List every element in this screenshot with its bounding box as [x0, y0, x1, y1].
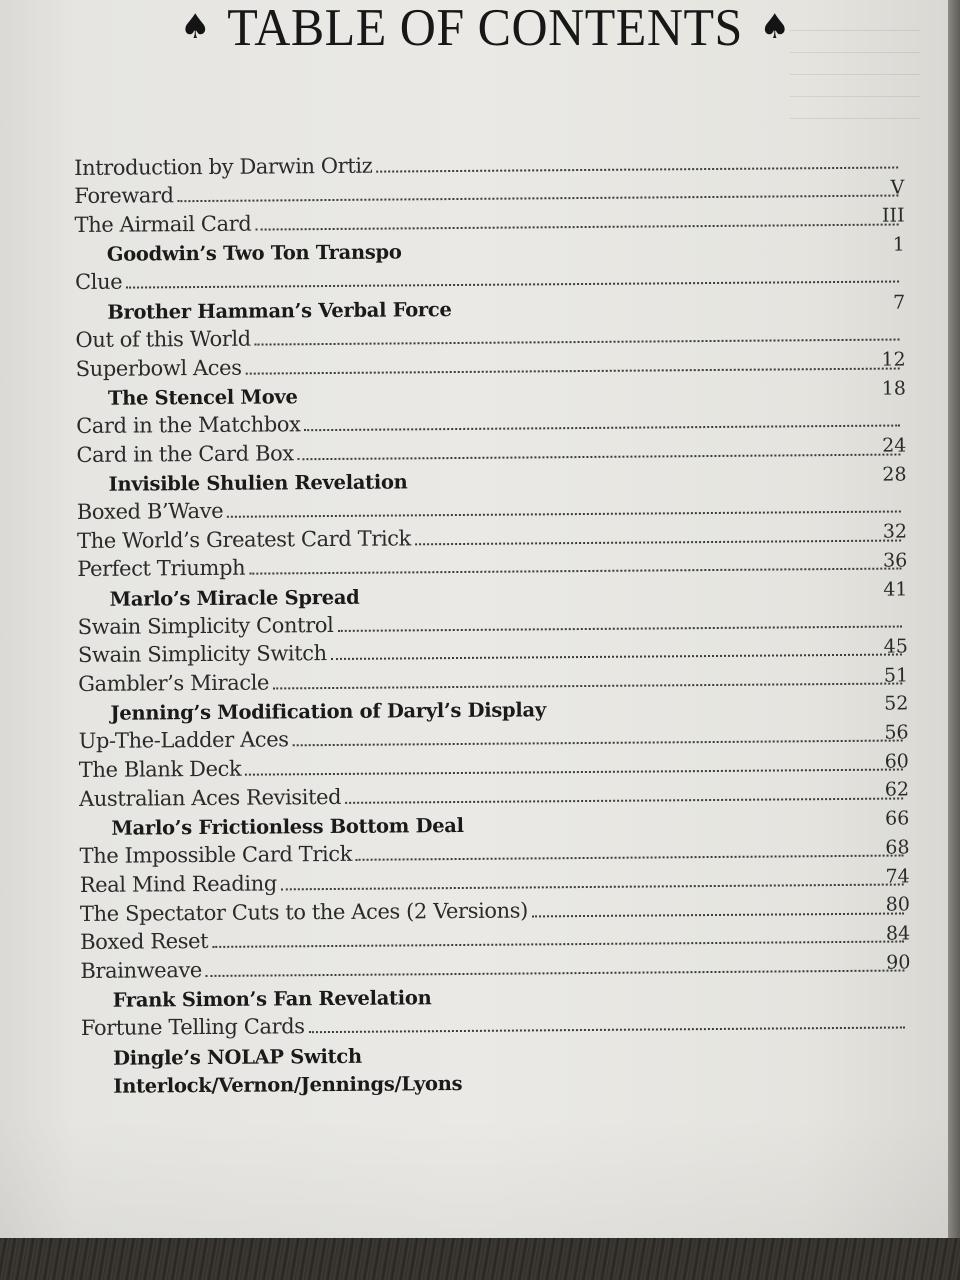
spade-icon: ♠	[759, 7, 790, 47]
table-of-contents-list	[74, 143, 911, 1096]
toc-page-number: 52	[884, 692, 909, 715]
leader-dots	[532, 910, 904, 917]
leader-dots	[376, 164, 898, 172]
toc-page-number: 90	[886, 951, 911, 974]
toc-entry-title: Dingle’s NOLAP Switch	[113, 1044, 362, 1070]
toc-page-number: 62	[884, 778, 910, 802]
leader-dots	[273, 681, 902, 690]
toc-entry-title: Fortune Telling Cards	[80, 1014, 305, 1041]
toc-entry-title: Frank Simon’s Fan Revelation	[112, 986, 432, 1012]
toc-entry-title: Australian Aces Revisited	[79, 784, 342, 811]
toc-page-number: 68	[885, 836, 910, 859]
toc-subentry	[81, 1061, 911, 1096]
toc-entry-title: Brainweave	[80, 957, 202, 983]
toc-page-number: V	[890, 176, 905, 199]
leader-dots	[331, 652, 902, 660]
toc-entry-title: Perfect Triumph	[77, 555, 246, 582]
leader-dots	[345, 795, 903, 803]
leader-dots	[309, 1025, 905, 1034]
leader-dots	[305, 422, 901, 431]
toc-entry-title: Introduction by Darwin Ortiz	[74, 153, 373, 180]
toc-entry-title: The Airmail Card	[74, 211, 252, 238]
leader-dots	[356, 853, 904, 861]
toc-entry-title: The Impossible Card Trick	[79, 842, 353, 869]
table-surface	[0, 1238, 960, 1280]
toc-page-number: 7	[893, 290, 906, 314]
toc-entry-title: Marlo’s Miracle Spread	[109, 585, 360, 611]
toc-entry-title: Superbowl Aces	[75, 355, 242, 381]
toc-page-number: 24	[882, 434, 907, 457]
leader-dots	[298, 451, 901, 460]
toc-entry-title: Invisible Shulien Revelation	[108, 470, 408, 496]
toc-page-number: 28	[882, 463, 907, 486]
toc-entry-title: Brother Hamman’s Verbal Force	[107, 297, 452, 324]
toc-page-number: 51	[883, 664, 909, 687]
toc-entry-title: Card in the Matchbox	[76, 412, 301, 438]
toc-entry-title: Boxed Reset	[80, 929, 209, 955]
page-title: TABLE OF CONTENTS	[227, 0, 743, 57]
toc-page-number: 32	[882, 520, 908, 543]
toc-page-number: 80	[885, 893, 911, 916]
toc-entry-title: Boxed B’Wave	[76, 498, 224, 524]
bleed-through-text	[790, 30, 920, 140]
leader-dots	[415, 537, 901, 545]
toc-entry-title: Foreward	[74, 183, 174, 209]
leader-dots	[255, 336, 900, 345]
toc-entry-title: Card in the Card Box	[76, 440, 294, 467]
toc-entry-title: The World’s Greatest Card Trick	[76, 525, 412, 553]
toc-page-number: 74	[885, 864, 910, 888]
toc-entry-title: Real Mind Reading	[79, 871, 277, 897]
toc-entry-title: Gambler’s Miracle	[78, 670, 270, 697]
toc-page-number: III	[881, 204, 905, 228]
toc-entry-title: Swain Simplicity Switch	[77, 641, 327, 668]
toc-page-number: 56	[884, 721, 909, 744]
leader-dots	[246, 365, 900, 374]
page-edge	[948, 0, 960, 1238]
toc-page-number: 18	[881, 377, 906, 400]
toc-page-number: 1	[892, 233, 905, 256]
title-row	[180, 0, 790, 60]
spade-icon: ♠	[180, 7, 211, 47]
toc-page-number: 66	[885, 807, 910, 830]
toc-entry-title: Goodwin’s Two Ton Transpo	[106, 240, 402, 266]
toc-entry-title: Jenning’s Modification of Daryl’s Display	[110, 698, 546, 725]
toc-entry-title: Up-The-Ladder Aces	[78, 727, 289, 754]
leader-dots	[337, 623, 901, 631]
toc-entry-title: Swain Simplicity Control	[77, 612, 334, 639]
toc-entry-title: Out of this World	[75, 326, 251, 352]
toc-page-number: 60	[884, 750, 909, 773]
leader-dots	[255, 222, 898, 231]
toc-entry-title: The Blank Deck	[78, 756, 242, 783]
leader-dots	[293, 738, 903, 747]
toc-page-number: 84	[885, 922, 911, 945]
toc-entry-title: The Spectator Cuts to the Aces (2 Versions)	[79, 898, 528, 926]
toc-entry-title: Clue	[74, 270, 123, 295]
toc-entry-title: Marlo’s Frictionless Bottom Deal	[111, 813, 464, 840]
leader-dots	[249, 566, 901, 575]
toc-page-number: 12	[881, 348, 906, 371]
toc-entry-title: The Stencel Move	[107, 384, 298, 410]
leader-dots	[281, 881, 904, 890]
toc-page-number: 45	[883, 635, 909, 658]
toc-page-number: 36	[882, 549, 908, 572]
toc-page-number: 41	[883, 577, 908, 601]
toc-entry-title: Interlock/Vernon/Jennings/Lyons	[113, 1072, 463, 1098]
